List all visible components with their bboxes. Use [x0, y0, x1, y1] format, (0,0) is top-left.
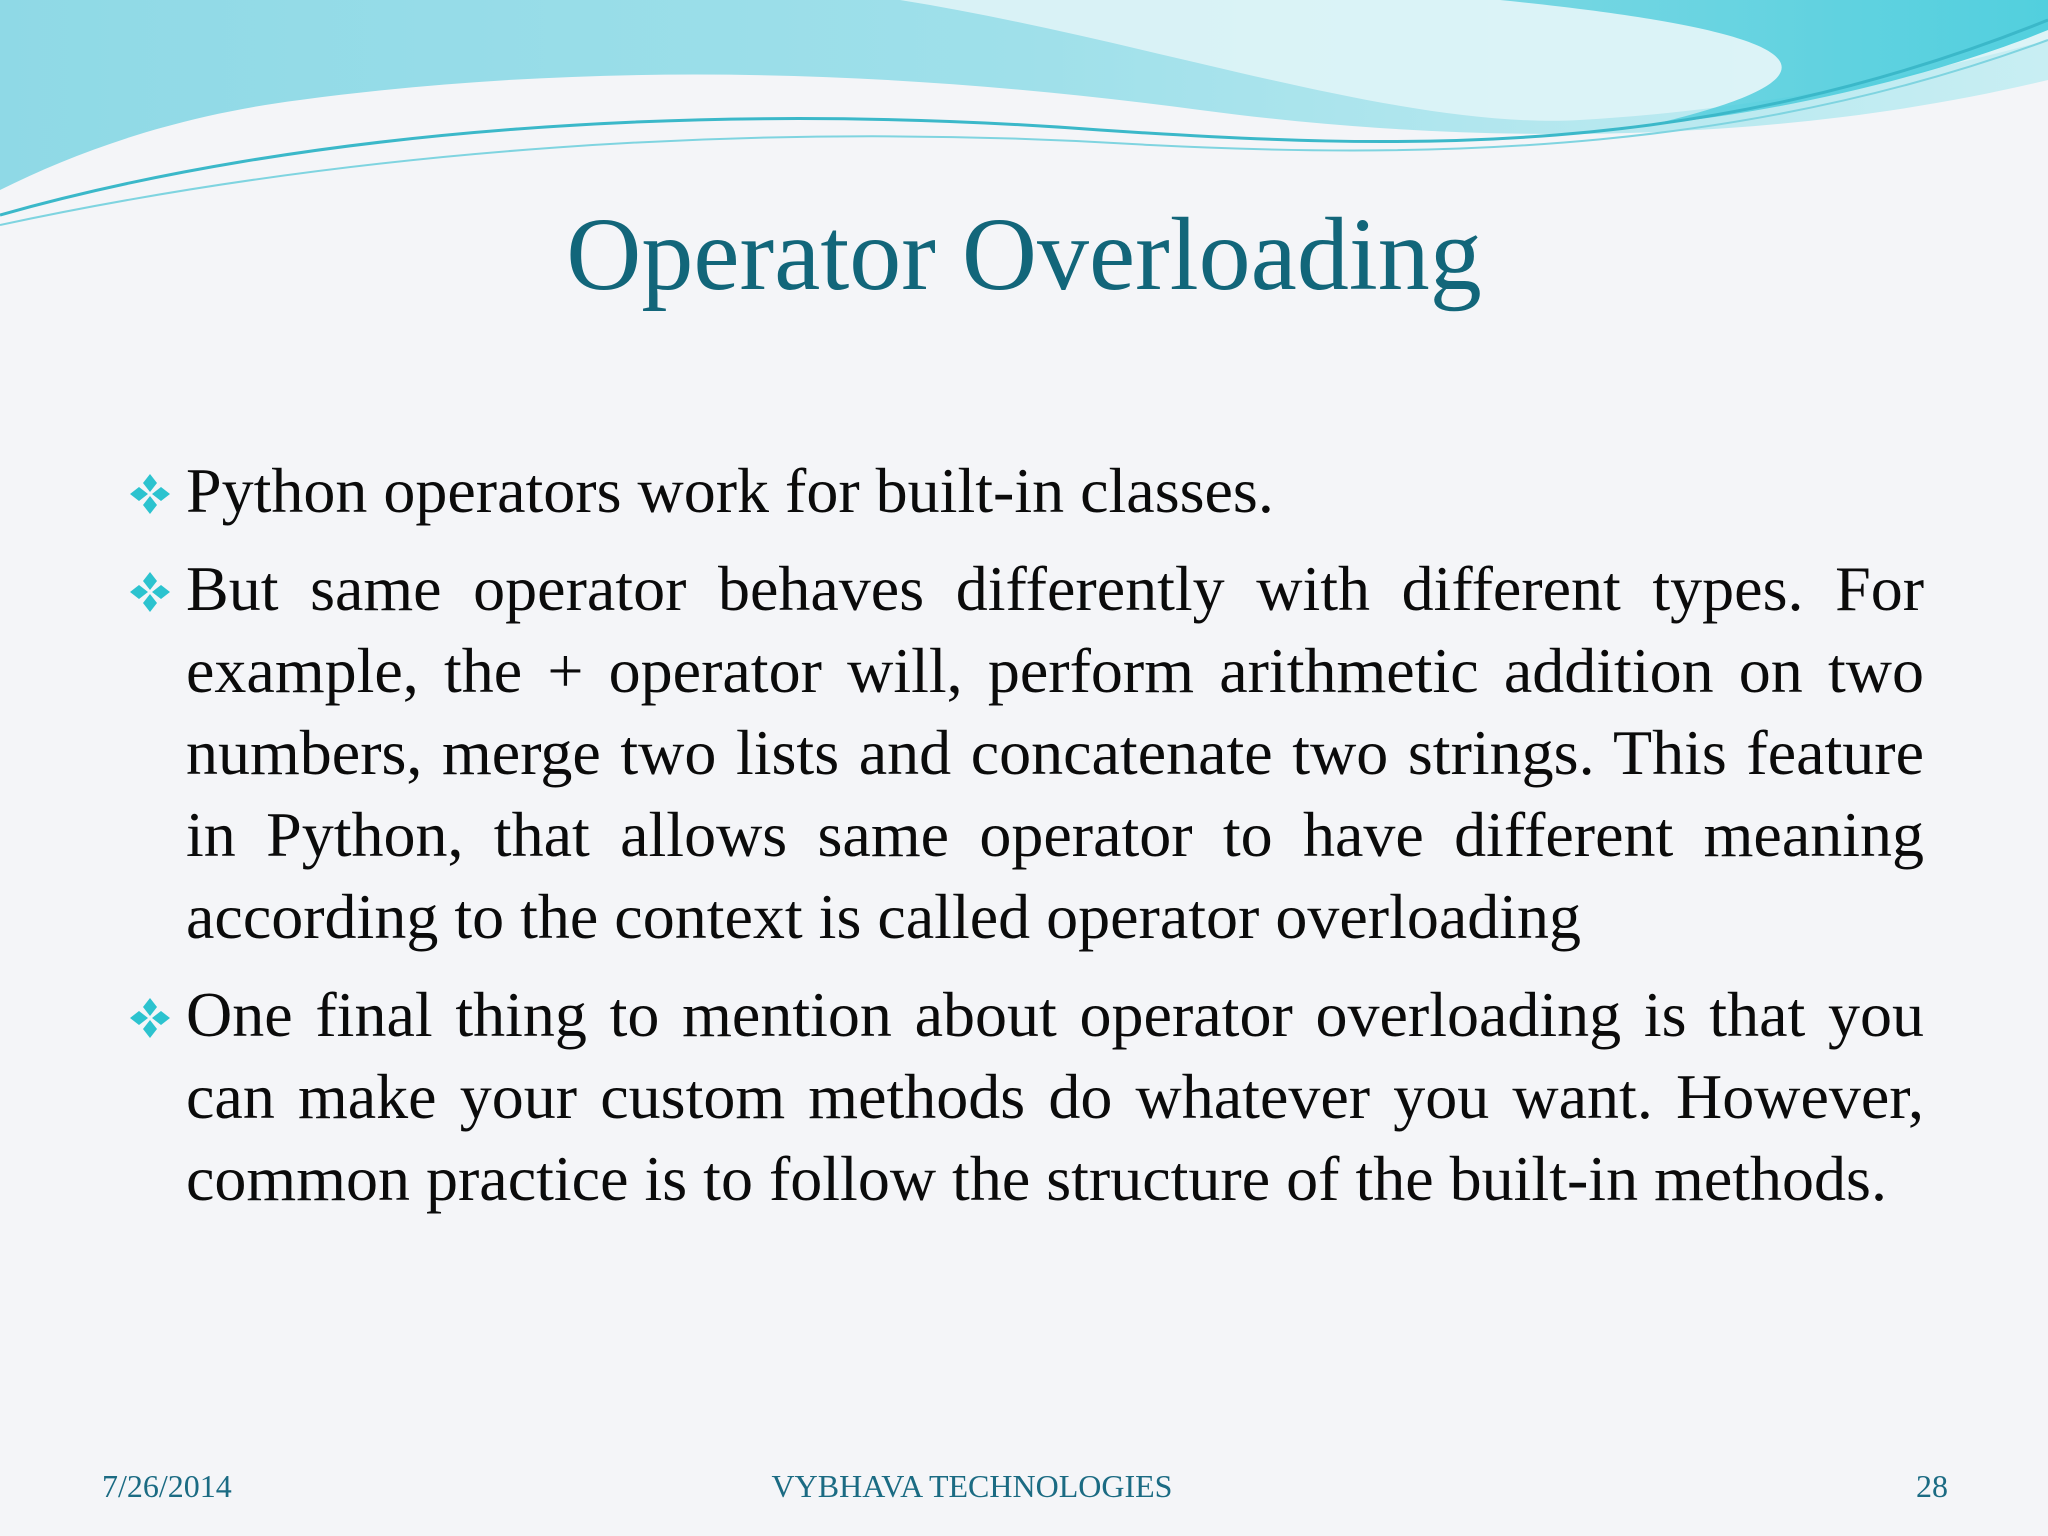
slide-title: Operator Overloading	[566, 197, 1482, 312]
bullet-text: One final thing to mention about operator overloading is that you can make your custom methods do whatever you want. However, common practice is to follow the structure of the built-in methods.	[186, 979, 1924, 1214]
four-diamond-icon	[128, 996, 172, 1040]
bullet-text: Python operators work for built-in classes.	[186, 455, 1274, 526]
footer-page-number: 28	[1916, 1468, 1948, 1504]
bullet-item	[128, 974, 1924, 1220]
footer-date: 7/26/2014	[102, 1468, 232, 1504]
four-diamond-icon	[128, 472, 172, 516]
bullet-text: But same operator behaves differently with different types. For example, the + operator will, perform arithmetic addition on two numbers, merge two lists and concatenate two strings. This feature in Python, that allows same operator to have different meaning according to the context is called operator overloading	[186, 553, 1924, 952]
four-diamond-icon	[128, 570, 172, 614]
bullet-item	[128, 548, 1924, 958]
bullet-list	[128, 450, 1924, 1236]
footer-company: VYBHAVA TECHNOLOGIES	[771, 1468, 1173, 1504]
bullet-item	[128, 450, 1924, 532]
